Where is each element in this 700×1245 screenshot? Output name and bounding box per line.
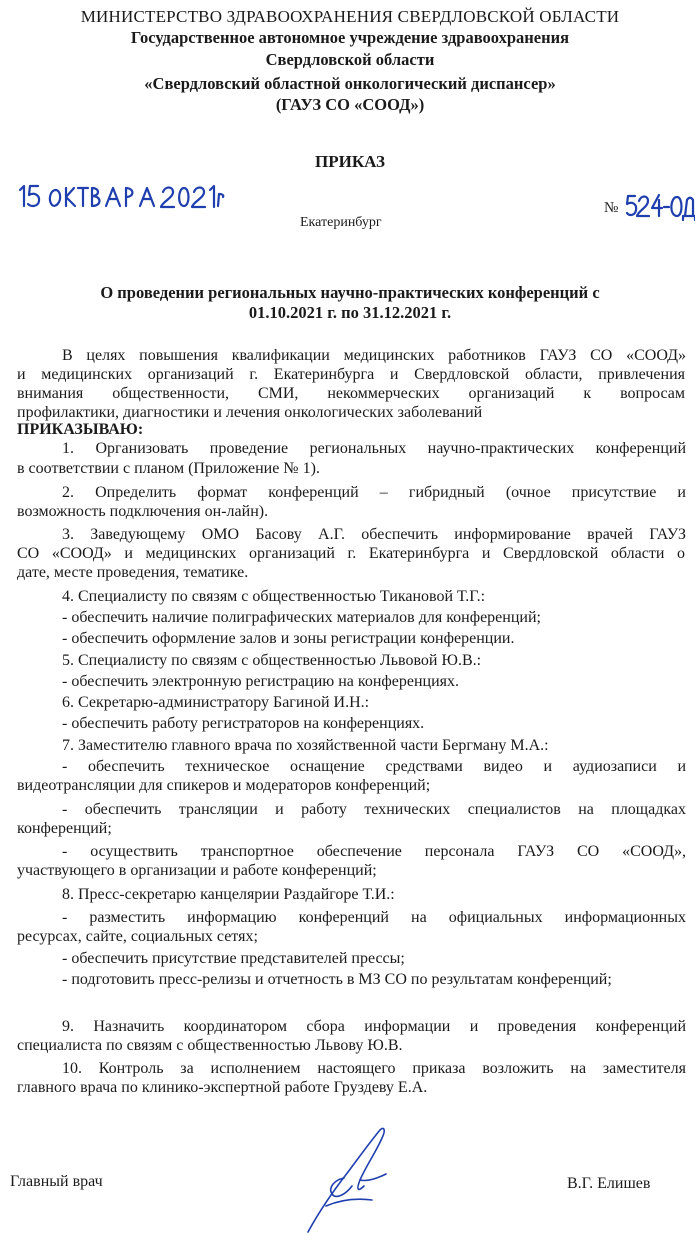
order-item-line: 3. Заведующему ОМО Басову А.Г. обеспечить информирование врачей ГАУЗ [62, 526, 686, 543]
order-number-label: № [604, 200, 619, 216]
handwritten-date [16, 180, 226, 214]
handwritten-order-number [625, 190, 695, 222]
ministry-name: МИНИСТЕРСТВО ЗДРАВООХРАНЕНИЯ СВЕРДЛОВСКОЙ ОБЛАСТИ [80, 7, 620, 26]
order-item-line: - разместить информацию конференций на официальных информационных [62, 909, 686, 926]
intro-line: В целях повышения квалификации медицинских работников ГАУЗ СО «СООД» [62, 347, 686, 364]
order-item-line: возможность подключения он-лайн). [17, 503, 269, 520]
intro-line: внимания общественности, СМИ, некоммерческих организаций к вопросам [17, 385, 685, 402]
institution-line-3: «Свердловский областной онкологический диспансер» [144, 74, 556, 93]
order-item-line: специалиста по связям с общественностью Львову Ю.В. [17, 1037, 403, 1054]
order-item-line: - подготовить пресс-релизы и отчетность в МЗ СО по результатам конференций; [62, 971, 612, 988]
order-item-line: видеотрансляции для спикеров и модераторов конференций; [17, 777, 431, 794]
order-item-line: 10. Контроль за исполнением настоящего приказа возложить на заместителя [62, 1060, 686, 1077]
institution-line-1: Государственное автономное учреждение здравоохранения [130, 28, 570, 47]
city: Екатеринбург [300, 215, 382, 230]
order-item-line: конференций; [17, 820, 112, 837]
order-item-line: главного врача по клинико-экспертной работе Груздеву Е.А. [17, 1079, 428, 1096]
order-item-line: дате, месте проведения, тематике. [17, 564, 249, 581]
order-item-line: - обеспечить электронную регистрацию на конференциях. [62, 673, 460, 690]
order-item-line: - обеспечить работу регистраторов на конференциях. [62, 715, 425, 732]
order-item-line: - обеспечить оформление залов и зоны регистрации конференции. [62, 630, 515, 647]
order-item-line: - осуществить транспортное обеспечение персонала ГАУЗ СО «СООД», [62, 843, 686, 860]
intro-line: профилактики, диагностики и лечения онкологических заболеваний [17, 404, 483, 421]
order-title: ПРИКАЗ [315, 152, 385, 171]
order-word: ПРИКАЗЫВАЮ: [17, 421, 144, 438]
intro-line: и медицинских организаций г. Екатеринбурга и Свердловской области, привлечения [17, 366, 685, 383]
order-item-line: в соответствии с планом (Приложение № 1). [17, 460, 320, 477]
order-item-line: СО «СООД» и медицинских организаций г. Екатеринбурга и Свердловской области о [17, 545, 685, 562]
order-item-line: участвующего в организации и работе конференций; [17, 862, 377, 879]
order-item-line: - обеспечить присутствие представителей прессы; [62, 950, 405, 967]
institution-abbr: (ГАУЗ СО «СООД») [275, 95, 425, 114]
order-item-line: 2. Определить формат конференций – гибридный (очное присутствие и [62, 484, 686, 501]
institution-line-2: Свердловской области [265, 50, 435, 69]
order-item-line: 1. Организовать проведение региональных научно-практических конференций [62, 440, 686, 457]
order-item-line: 8. Пресс-секретарю канцелярии Раздайгоре Т.И.: [62, 886, 395, 903]
signature [300, 1120, 410, 1240]
order-item-line: 9. Назначить координатором сбора информации и проведения конференций [62, 1018, 686, 1035]
order-item-line: 4. Специалисту по связям с общественностью Тикановой Т.Г.: [62, 588, 486, 605]
position-title: Главный врач [10, 1173, 103, 1190]
order-item-line: 7. Заместителю главного врача по хозяйственной части Бергману М.А.: [62, 737, 549, 754]
signatory-name: В.Г. Елишев [567, 1175, 651, 1192]
subject-line-1: О проведении региональных научно-практических конференций с [100, 283, 600, 302]
order-item-line: - обеспечить трансляции и работу технических специалистов на площадках [62, 801, 686, 818]
order-item-line: ресурсах, сайте, социальных сетях; [17, 928, 258, 945]
order-item-line: 5. Специалисту по связям с общественностью Львовой Ю.В.: [62, 652, 482, 669]
order-item-line: 6. Секретарю-администратору Багиной И.Н.: [62, 694, 370, 711]
subject-line-2: 01.10.2021 г. по 31.12.2021 г. [248, 303, 452, 322]
order-item-line: - обеспечить техническое оснащение средствами видео и аудиозаписи и [62, 758, 686, 775]
order-item-line: - обеспечить наличие полиграфических материалов для конференций; [62, 609, 541, 626]
